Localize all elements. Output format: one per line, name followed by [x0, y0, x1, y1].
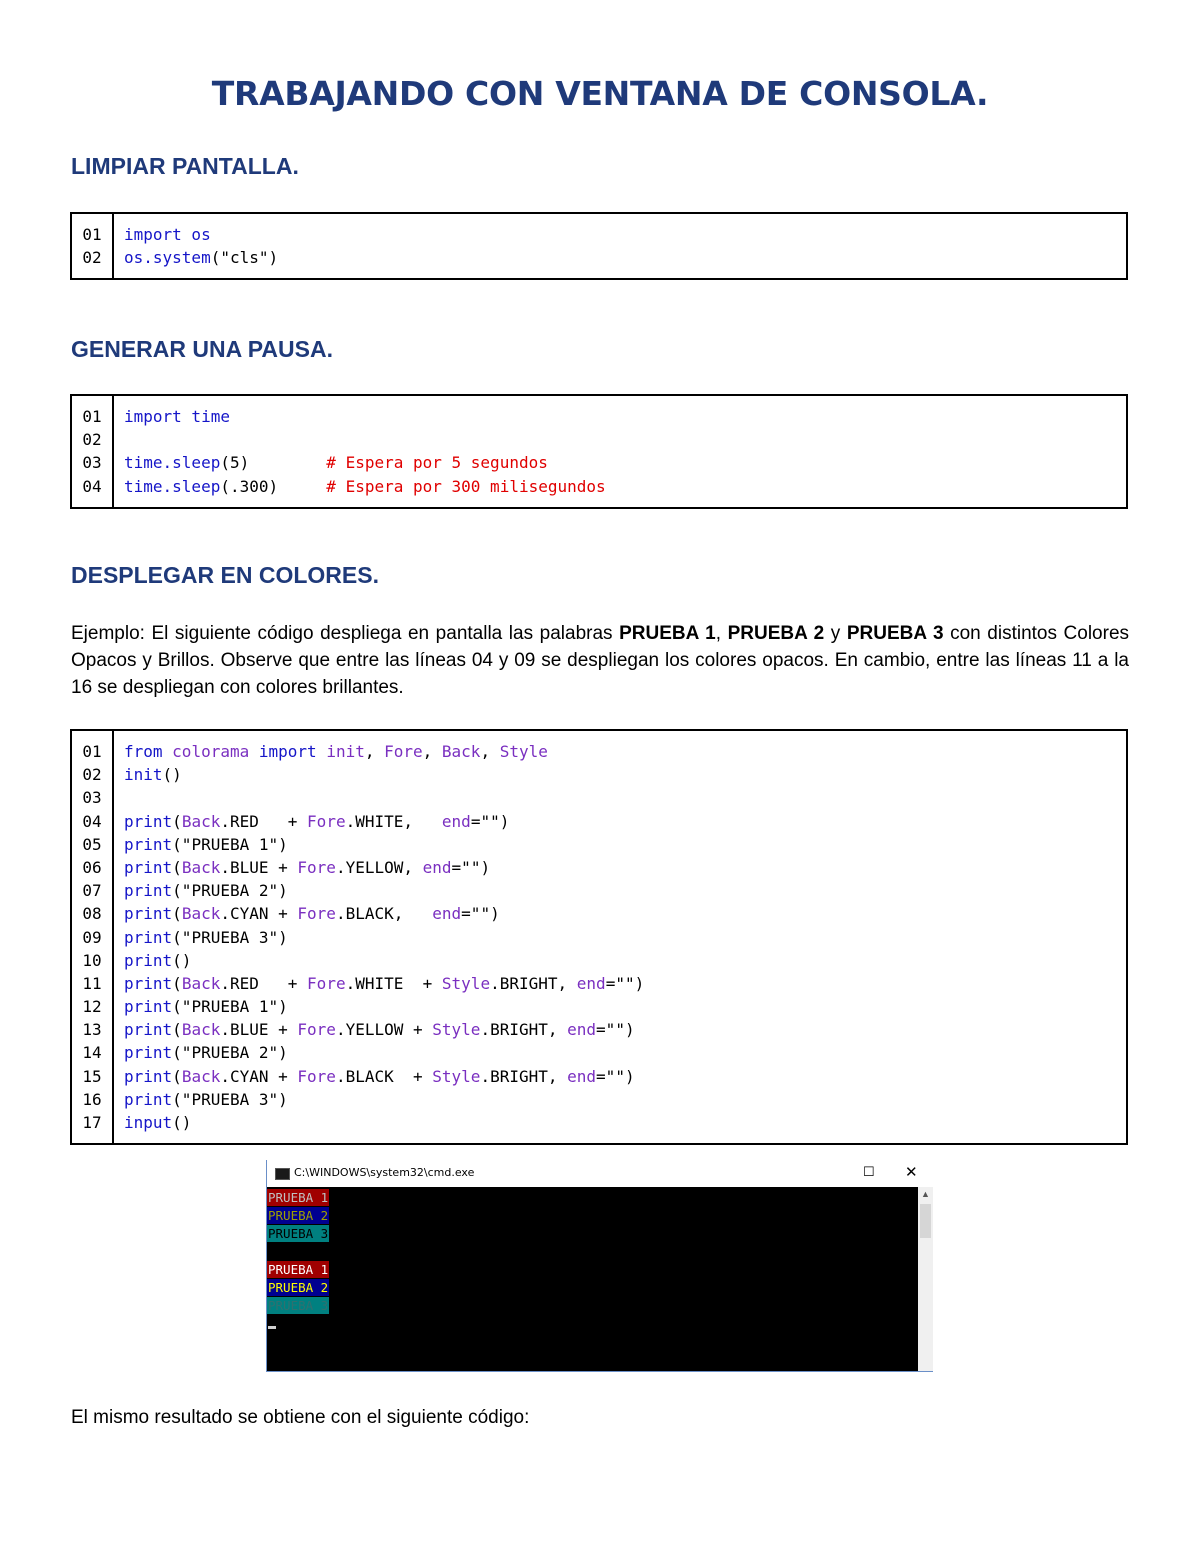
console-cursor [268, 1326, 276, 1329]
console-scrollbar[interactable] [918, 1187, 933, 1371]
code-token: colorama [172, 742, 259, 761]
paragraph-text: y [824, 623, 847, 644]
footer-text: El mismo resultado se obtiene con el siguiente código: [71, 1407, 530, 1428]
code-token: ("PRUEBA 2") [172, 881, 288, 901]
code-token: print [124, 973, 173, 993]
code-token: print [124, 1089, 173, 1109]
code-lines [114, 214, 1126, 278]
code-token: end [422, 857, 452, 877]
code-line [124, 246, 1126, 269]
code-token: ( [172, 1066, 182, 1086]
code-token: Back [181, 811, 221, 831]
code-token: print [124, 904, 173, 924]
code-token: Back [181, 973, 221, 993]
code-token: end [441, 811, 471, 831]
line-number: 08 [82, 904, 102, 924]
code-block-clear-screen [70, 212, 1128, 280]
code-token: Back [181, 857, 221, 877]
page-title: TRABAJANDO CON VENTANA DE CONSOLA. [211, 74, 989, 113]
code-token: ("PRUEBA 1") [172, 997, 288, 1017]
code-token: Back [181, 904, 221, 924]
line-number: 02 [82, 248, 102, 268]
line-number-gutter [72, 731, 114, 1143]
paragraph-bold-prueba-3: PRUEBA 3 [846, 623, 944, 644]
code-token: # Espera por 5 segundos [326, 453, 548, 473]
code-token: Fore [307, 811, 346, 831]
code-token: .BLUE + [220, 857, 298, 877]
line-number-gutter [72, 214, 114, 278]
line-number: 17 [82, 1113, 102, 1132]
code-token: ( [172, 904, 182, 924]
code-token: .YELLOW + [335, 1020, 433, 1040]
line-number: 01 [82, 742, 102, 761]
code-token: time.sleep [124, 453, 221, 473]
line-number: 06 [82, 857, 102, 877]
line-number: 11 [82, 973, 102, 993]
code-lines [114, 396, 1126, 507]
code-line [124, 902, 1126, 925]
code-token: ="") [470, 811, 510, 831]
console-output-line: PRUEBA 1 [268, 1262, 329, 1277]
code-line [124, 475, 1126, 498]
code-line [124, 1041, 1126, 1064]
paragraph-bold-prueba-1: PRUEBA 1 [619, 623, 716, 644]
scroll-thumb[interactable] [920, 1204, 931, 1238]
code-token: (.300) [220, 476, 327, 496]
code-token: (5) [220, 453, 327, 473]
code-token: ="") [451, 857, 491, 877]
code-token: , [364, 742, 385, 761]
console-title: C:\WINDOWS\system32\cmd.exe [294, 1166, 475, 1179]
code-line [124, 856, 1126, 879]
code-token: # Espera por 300 milisegundos [326, 476, 606, 496]
code-token: ( [172, 1020, 182, 1040]
console-output-line: PRUEBA 1 [268, 1190, 329, 1205]
console-output-line: PRUEBA 2 [268, 1208, 329, 1223]
code-line [124, 972, 1126, 995]
code-block-pause [70, 394, 1128, 509]
code-line [124, 995, 1126, 1018]
code-token: Fore [307, 973, 346, 993]
line-number: 16 [82, 1089, 102, 1109]
close-icon[interactable]: ✕ [905, 1164, 918, 1181]
code-token: Style [441, 973, 491, 993]
code-token: Style [499, 742, 548, 761]
code-token: .RED + [220, 811, 308, 831]
code-token: print [124, 927, 173, 947]
line-number: 15 [82, 1066, 102, 1086]
code-token: ( [172, 811, 182, 831]
code-token: end [576, 973, 606, 993]
code-line [124, 1018, 1126, 1041]
code-token: end [567, 1066, 597, 1086]
code-token: Style [432, 1020, 481, 1040]
code-lines [114, 731, 1126, 1143]
code-token: ("cls") [210, 248, 279, 268]
console-icon [275, 1168, 290, 1180]
code-token: .CYAN + [220, 1066, 298, 1086]
console-output-line: PRUEBA 2 [268, 1280, 329, 1295]
code-token: .RED + [220, 973, 308, 993]
code-line [124, 1088, 1126, 1111]
code-token: .WHITE + [345, 973, 442, 993]
code-token: .BRIGHT, [490, 973, 577, 993]
code-token: import [258, 742, 327, 761]
code-token: print [124, 811, 173, 831]
line-number: 07 [82, 881, 102, 901]
code-token: import time [124, 407, 230, 426]
code-token: Style [432, 1066, 481, 1086]
code-token: .BLUE + [220, 1020, 298, 1040]
code-token: .BRIGHT, [480, 1020, 568, 1040]
line-number: 09 [82, 927, 102, 947]
maximize-icon[interactable]: ☐ [863, 1164, 875, 1179]
code-token: .BRIGHT, [480, 1066, 568, 1086]
code-token: init [326, 742, 365, 761]
line-number: 14 [82, 1043, 102, 1063]
code-token: print [124, 1066, 173, 1086]
code-token: ="") [596, 1020, 635, 1040]
code-token: .CYAN + [220, 904, 298, 924]
code-token: .YELLOW, [335, 857, 423, 877]
code-token: ("PRUEBA 3") [172, 927, 288, 947]
code-token: print [124, 997, 173, 1017]
code-line [124, 223, 1126, 246]
line-number: 10 [82, 950, 102, 970]
code-token: os.system [124, 248, 211, 268]
scroll-up-icon[interactable]: ▲ [921, 1189, 930, 1199]
heading-pause: GENERAR UNA PAUSA. [71, 336, 333, 362]
line-number: 04 [82, 811, 102, 831]
line-number: 01 [82, 225, 102, 244]
console-output-line: PRUEBA 3 [268, 1226, 329, 1241]
code-line [124, 451, 1126, 474]
code-token: ( [172, 857, 182, 877]
code-token: Back [181, 1020, 221, 1040]
console-output-line: PRUEBA 3 [268, 1298, 329, 1313]
code-token: ="") [461, 904, 500, 924]
code-token: Fore [297, 1020, 336, 1040]
line-number: 02 [82, 765, 102, 785]
code-token: print [124, 857, 173, 877]
console-titlebar [267, 1160, 933, 1187]
code-token: print [124, 950, 173, 970]
code-token: .BLACK, [335, 904, 433, 924]
code-token: Back [181, 1066, 221, 1086]
code-token: ="") [605, 973, 645, 993]
code-token: Back [441, 742, 481, 761]
code-line [124, 1065, 1126, 1088]
code-line [124, 1111, 1126, 1134]
code-token: ="") [596, 1066, 635, 1086]
line-number: 04 [82, 476, 102, 496]
code-token: () [172, 1113, 192, 1132]
console-output-area [267, 1187, 918, 1371]
code-token: time.sleep [124, 476, 221, 496]
line-number: 03 [82, 788, 102, 808]
code-token: , [480, 742, 500, 761]
code-token: print [124, 1043, 173, 1063]
code-token: print [124, 1020, 173, 1040]
code-line [124, 810, 1126, 833]
code-line [124, 879, 1126, 902]
line-number-gutter [72, 396, 114, 507]
paragraph-text: , [715, 623, 728, 644]
code-token: from [124, 742, 173, 761]
code-token: Fore [384, 742, 423, 761]
paragraph-bold-prueba-2: PRUEBA 2 [727, 623, 825, 644]
line-number: 02 [82, 430, 102, 450]
code-line [124, 949, 1126, 972]
code-token: ("PRUEBA 3") [172, 1089, 288, 1109]
code-line [124, 786, 1126, 809]
code-token: .WHITE, [345, 811, 442, 831]
code-token: ("PRUEBA 2") [172, 1043, 288, 1063]
code-token: import os [124, 225, 211, 244]
heading-colors: DESPLEGAR EN COLORES. [71, 562, 379, 588]
code-block-colors [70, 729, 1128, 1145]
line-number: 13 [82, 1020, 102, 1040]
code-line [124, 428, 1126, 451]
code-line [124, 740, 1126, 763]
code-line [124, 926, 1126, 949]
console-window-screenshot [266, 1160, 933, 1372]
code-token: ("PRUEBA 1") [172, 834, 288, 854]
code-token: Fore [297, 904, 336, 924]
code-token: , [422, 742, 442, 761]
paragraph-text: con distintos Colores Opacos y Brillos. Observe que entre las líneas 04 y 09 se despliegan los colores opacos. En cambio, entre las líneas 11 a la 16 se despliegan con colores brillantes. [71, 623, 1130, 698]
line-number: 03 [82, 453, 102, 473]
code-token: () [162, 765, 182, 785]
code-token: Fore [297, 1066, 336, 1086]
code-token: input [124, 1113, 173, 1132]
code-token: .BLACK + [335, 1066, 433, 1086]
code-token: print [124, 834, 173, 854]
line-number: 01 [82, 407, 102, 426]
code-line [124, 405, 1126, 428]
code-token: ( [172, 973, 182, 993]
code-token: () [172, 950, 192, 970]
code-token: init [124, 765, 163, 785]
code-token: print [124, 881, 173, 901]
code-line [124, 763, 1126, 786]
line-number: 12 [82, 997, 102, 1017]
heading-clear-screen: LIMPIAR PANTALLA. [71, 153, 299, 179]
code-line [124, 833, 1126, 856]
code-token: end [567, 1020, 597, 1040]
line-number: 05 [82, 834, 102, 854]
paragraph-text: Ejemplo: El siguiente código despliega en pantalla las palabras [71, 623, 620, 644]
colors-description [71, 620, 1129, 701]
code-token: Fore [297, 857, 336, 877]
code-token: end [432, 904, 462, 924]
